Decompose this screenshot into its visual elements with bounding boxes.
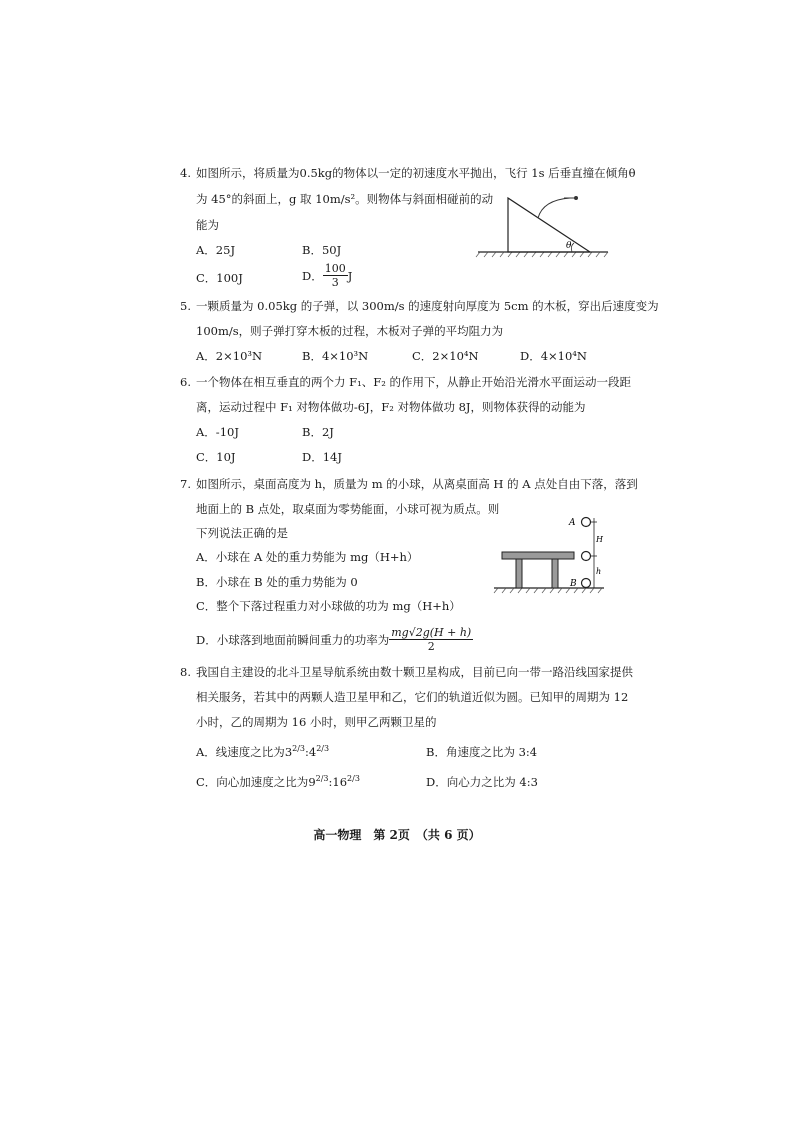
q7-option-d-denominator: 2 (427, 640, 435, 653)
q8-option-c-base2: 16 (332, 775, 348, 789)
q4-number: 4. (180, 166, 191, 180)
q7-line2: 地面上的 B 点处，取桌面为零势能面，小球可视为质点。则 (196, 502, 500, 516)
q6-option-b: B．2J (302, 425, 334, 439)
q8-option-a-exp2: 2/3 (316, 744, 330, 754)
q6-line2: 离，运动过程中 F₁ 对物体做功-6J，F₂ 对物体做功 8J，则物体获得的动能为 (196, 400, 586, 414)
q7-line3: 下列说法正确的是 (196, 526, 288, 540)
q7-option-d-numerator: mg√2g(H + h) (391, 626, 472, 639)
q6-option-c: C．10J (196, 450, 236, 464)
q8-option-c-exp2: 2/3 (347, 774, 360, 784)
q4-option-c: C．100J (196, 271, 243, 285)
q4-line2: 为 45°的斜面上，g 取 10m/s²。则物体与斜面相碰前的动 (196, 192, 494, 206)
q4-option-a: A．25J (196, 243, 236, 257)
q5-line2: 100m/s，则子弹打穿木板的过程，木板对子弹的平均阻力为 (196, 324, 504, 338)
q8-option-c-sep: : (328, 775, 333, 789)
q6-line1: 一个物体在相互垂直的两个力 F₁、F₂ 的作用下，从静止开始沿光滑水平面运动一段距 (196, 375, 631, 389)
q7-line1: 如图所示，桌面高度为 h，质量为 m 的小球，从离桌面高 H 的 A 点处自由下落，落到 (196, 477, 638, 491)
q8-option-a-exp1: 2/3 (292, 744, 306, 754)
q7-option-d (196, 626, 473, 653)
q8-option-c (196, 774, 360, 790)
q8-line3: 小时，乙的周期为 16 小时，则甲乙两颗卫星的 (196, 715, 437, 729)
page-footer: 高一物理 第 2页 （共 6 页） (313, 828, 481, 842)
q5-option-d: D．4×10⁴N (520, 349, 587, 363)
q4-option-d-prefix: D． (302, 268, 323, 283)
q8-option-d: D．向心力之比为 4:3 (426, 775, 538, 789)
q7-option-d-prefix: D．小球落到地面前瞬间重力的功率为 (196, 632, 390, 647)
q8-option-a-base1: 3 (284, 745, 293, 759)
q5-line1: 一颗质量为 0.05kg 的子弹，以 300m/s 的速度射向厚度为 5cm 的木板，穿出后速度变为 (196, 299, 659, 313)
q7-number: 7. (180, 477, 191, 491)
q4-theta-label: θ (566, 241, 572, 251)
q5-option-b: B．4×10³N (302, 349, 369, 363)
q8-option-b: B．角速度之比为 3:4 (426, 745, 538, 759)
q8-line2: 相关服务，若其中的两颗人造卫星甲和乙，它们的轨道近似为圆。已知甲的周期为 12 (196, 690, 629, 704)
q4-option-d-unit: J (347, 268, 353, 283)
q4-line1: 如图所示，将质量为0.5kg的物体以一定的初速度水平抛出，飞行 1s 后垂直撞在倾角θ (196, 166, 636, 180)
q4-incline-figure (478, 190, 608, 260)
q4-option-b: B．50J (302, 243, 342, 257)
q8-option-c-base1: 9 (308, 775, 316, 789)
q8-option-a-sep: : (305, 745, 309, 759)
q4-option-d-denominator: 3 (331, 276, 339, 289)
q8-option-a (196, 744, 329, 760)
q7-table-figure (494, 512, 604, 594)
q7-option-a: A．小球在 A 处的重力势能为 mg（H+h） (196, 550, 419, 564)
q5-number: 5. (180, 299, 191, 313)
q8-number: 8. (180, 665, 191, 679)
q7-label-b: B (570, 579, 577, 589)
q8-option-a-prefix: A．线速度之比为 (196, 745, 285, 759)
q8-option-a-base2: 4 (308, 745, 317, 759)
q7-option-c: C．整个下落过程重力对小球做的功为 mg（H+h） (196, 599, 461, 613)
q5-option-a: A．2×10³N (196, 349, 263, 363)
q4-option-d-fraction (323, 262, 348, 289)
q4-line3: 能为 (196, 218, 219, 232)
q7-label-a: A (569, 518, 576, 528)
q8-option-c-exp1: 2/3 (315, 774, 329, 784)
q7-label-small-h: h (596, 567, 602, 576)
q7-option-b: B．小球在 B 处的重力势能为 0 (196, 575, 358, 589)
q8-line1: 我国自主建设的北斗卫星导航系统由数十颗卫星构成，目前已向一带一路沿线国家提供 (196, 665, 633, 679)
q6-option-d: D．14J (302, 450, 342, 464)
q7-label-big-h: H (596, 535, 603, 544)
q6-number: 6. (180, 375, 191, 389)
q5-option-c: C．2×10⁴N (412, 349, 479, 363)
q7-option-d-fraction (389, 626, 473, 653)
q6-option-a: A．-10J (196, 425, 239, 439)
q4-option-d (302, 262, 352, 289)
q4-option-d-numerator: 100 (324, 262, 346, 275)
q8-option-c-prefix: C．向心加速度之比为 (196, 775, 309, 789)
